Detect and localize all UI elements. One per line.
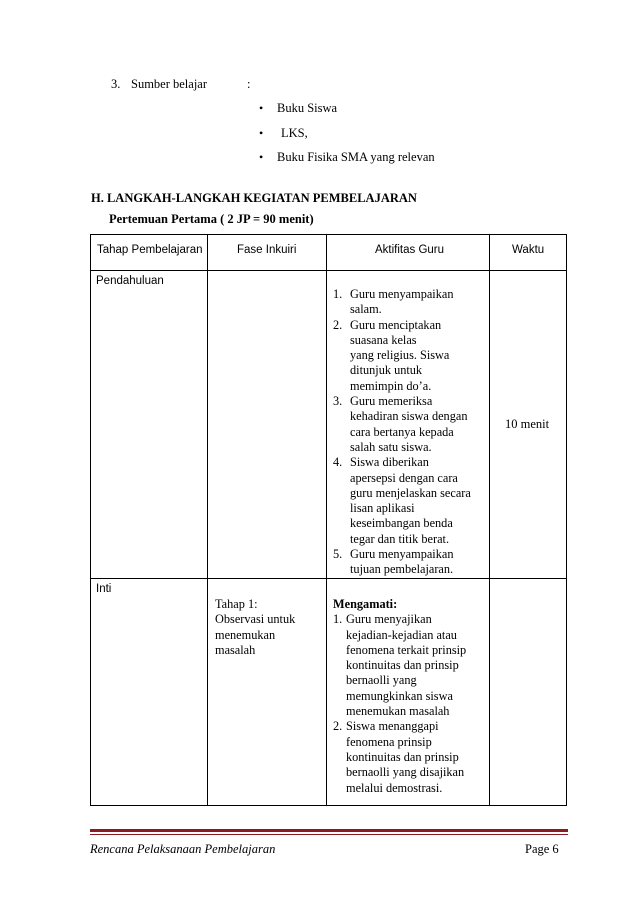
item-line: melalui demostrasi. xyxy=(346,780,443,795)
item-line: fenomena prinsip xyxy=(346,734,432,749)
item-line: memungkinkan siswa xyxy=(346,688,453,703)
item-number: 4. xyxy=(333,455,343,470)
table-border xyxy=(90,805,567,806)
fase-line: Observasi untuk xyxy=(215,612,296,627)
table-cell-tahap: Inti xyxy=(96,583,112,595)
table-header: Tahap Pembelajaran xyxy=(97,244,203,256)
item-line: fenomena terkait prinsip xyxy=(346,642,467,657)
item-line: bernaolli yang xyxy=(346,673,417,688)
list-item xyxy=(333,719,487,795)
item-line: kontinuitas dan prinsip xyxy=(346,749,459,764)
table-border xyxy=(566,234,567,806)
fase-line: Tahap 1: xyxy=(215,597,258,611)
item-line: menemukan masalah xyxy=(346,704,450,719)
item-line: Siswa diberikan xyxy=(350,455,429,470)
table-cell-tahap: Pendahuluan xyxy=(96,275,164,287)
item-line: bernaolli yang disajikan xyxy=(346,765,465,780)
item-line: guru menjelaskan secara xyxy=(350,485,471,500)
table-header: Waktu xyxy=(512,244,545,256)
section-subheading: Pertemuan Pertama ( 2 JP = 90 menit) xyxy=(109,212,314,226)
table-border xyxy=(90,270,567,271)
fase-line: masalah xyxy=(215,642,256,657)
resource-item: LKS, xyxy=(281,126,308,140)
item-line: suasana kelas xyxy=(350,332,417,347)
aktifitas-list xyxy=(333,597,487,796)
bullet-icon: • xyxy=(259,101,264,115)
table-border xyxy=(90,234,91,806)
footer-title: Rencana Pelaksanaan Pembelajaran xyxy=(90,842,276,856)
table-header: Fase Inkuiri xyxy=(237,244,297,256)
item-line: Guru menyajikan xyxy=(346,612,432,627)
item-line: apersepsi dengan cara xyxy=(350,470,458,485)
aktifitas-heading: Mengamati: xyxy=(333,597,398,611)
item-line: memimpin do’a. xyxy=(350,378,432,393)
item-line: kontinuitas dan prinsip xyxy=(346,658,459,673)
page-number: Page 6 xyxy=(525,842,559,856)
item-line: keseimbangan benda xyxy=(350,516,453,531)
footer-rule xyxy=(90,834,568,835)
table-cell-waktu: 10 menit xyxy=(505,417,550,431)
resource-label: Sumber belajar xyxy=(131,77,208,91)
resource-number: 3. xyxy=(111,77,121,91)
table-border xyxy=(207,234,208,806)
resource-colon: : xyxy=(247,77,251,91)
list-item xyxy=(333,287,487,318)
table-header: Aktifitas Guru xyxy=(375,244,445,256)
resource-item: Buku Siswa xyxy=(277,101,338,115)
item-line: salah satu siswa. xyxy=(350,439,432,454)
item-number: 1. xyxy=(333,612,343,627)
item-number: 2. xyxy=(333,317,343,332)
list-item xyxy=(333,612,487,719)
item-line: yang religius. Siswa xyxy=(350,348,450,363)
item-line: tujuan pembelajaran. xyxy=(350,562,454,577)
section-heading: H. LANGKAH-LANGKAH KEGIATAN PEMBELAJARAN xyxy=(91,191,417,205)
fase-line: menemukan xyxy=(215,627,276,642)
footer-rule xyxy=(90,829,568,832)
table-border xyxy=(90,578,567,579)
aktifitas-list xyxy=(333,287,487,578)
list-item xyxy=(333,394,487,455)
table-border xyxy=(326,234,327,806)
list-item xyxy=(333,547,487,578)
list-item xyxy=(333,318,487,394)
item-line: Siswa menanggapi xyxy=(346,719,439,734)
item-number: 5. xyxy=(333,547,343,562)
item-line: lisan aplikasi xyxy=(350,501,415,516)
list-item xyxy=(333,455,487,547)
item-line: tegar dan titik berat. xyxy=(350,531,450,546)
item-line: kejadian-kejadian atau xyxy=(346,627,457,642)
item-line: Guru memeriksa xyxy=(350,394,433,409)
table-border xyxy=(489,234,490,806)
item-line: salam. xyxy=(350,302,382,317)
item-line: Guru menyampaikan xyxy=(350,547,454,562)
item-line: Guru menciptakan xyxy=(350,317,442,332)
table-cell-fase xyxy=(215,597,323,658)
table-border xyxy=(90,234,567,235)
resource-item: Buku Fisika SMA yang relevan xyxy=(277,150,435,164)
bullet-icon: • xyxy=(259,126,264,140)
item-number: 1. xyxy=(333,287,343,301)
item-line: Guru menyampaikan xyxy=(350,287,454,301)
item-number: 3. xyxy=(333,394,343,409)
bullet-icon: • xyxy=(259,150,264,164)
item-line: kehadiran siswa dengan xyxy=(350,409,468,424)
item-line: cara bertanya kepada xyxy=(350,424,454,439)
item-number: 2. xyxy=(333,719,343,734)
item-line: ditunjuk untuk xyxy=(350,363,423,378)
